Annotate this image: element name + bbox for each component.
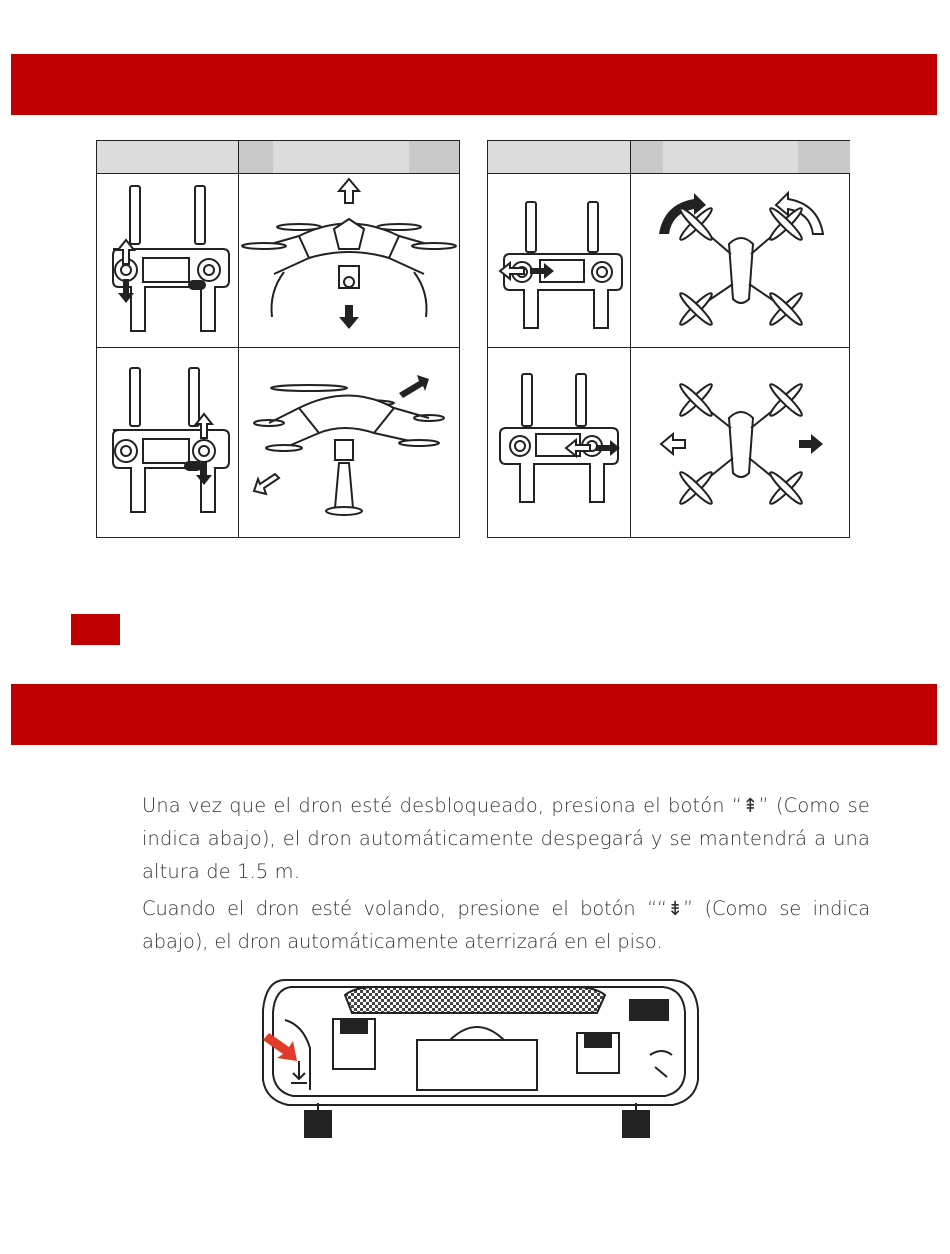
instruction-landing: Cuando el dron esté volando, presione el botón ““⇟” (Como se indica abajo), el dron automáticamente aterrizará en el piso. — [142, 897, 870, 953]
section-marker — [71, 614, 120, 645]
table-header — [97, 141, 459, 174]
left-stick-up-down-icon — [97, 174, 238, 347]
drone-sideways-icon — [631, 348, 850, 537]
drone-rotate-icon — [631, 174, 850, 347]
instruction-takeoff: Una vez que el dron esté desbloqueado, presiona el botón “⇞” (Como se indica abajo), el dron automáticamente despegará y se mantendrá a una altura de 1.5 m. — [142, 794, 870, 883]
left-stick-left-right-icon — [488, 174, 630, 347]
right-stick-up-down-icon — [97, 348, 238, 537]
right-stick-left-right-icon — [488, 348, 630, 537]
control-table-right — [487, 140, 850, 538]
section-banner-mid — [11, 684, 937, 745]
controller-back-view-takeoff-button — [255, 975, 700, 1145]
section-banner-top — [11, 54, 937, 115]
control-table-left — [96, 140, 460, 538]
drone-forward-backward-icon — [239, 348, 460, 537]
table-header — [488, 141, 849, 174]
drone-ascend-descend-icon — [239, 174, 460, 347]
